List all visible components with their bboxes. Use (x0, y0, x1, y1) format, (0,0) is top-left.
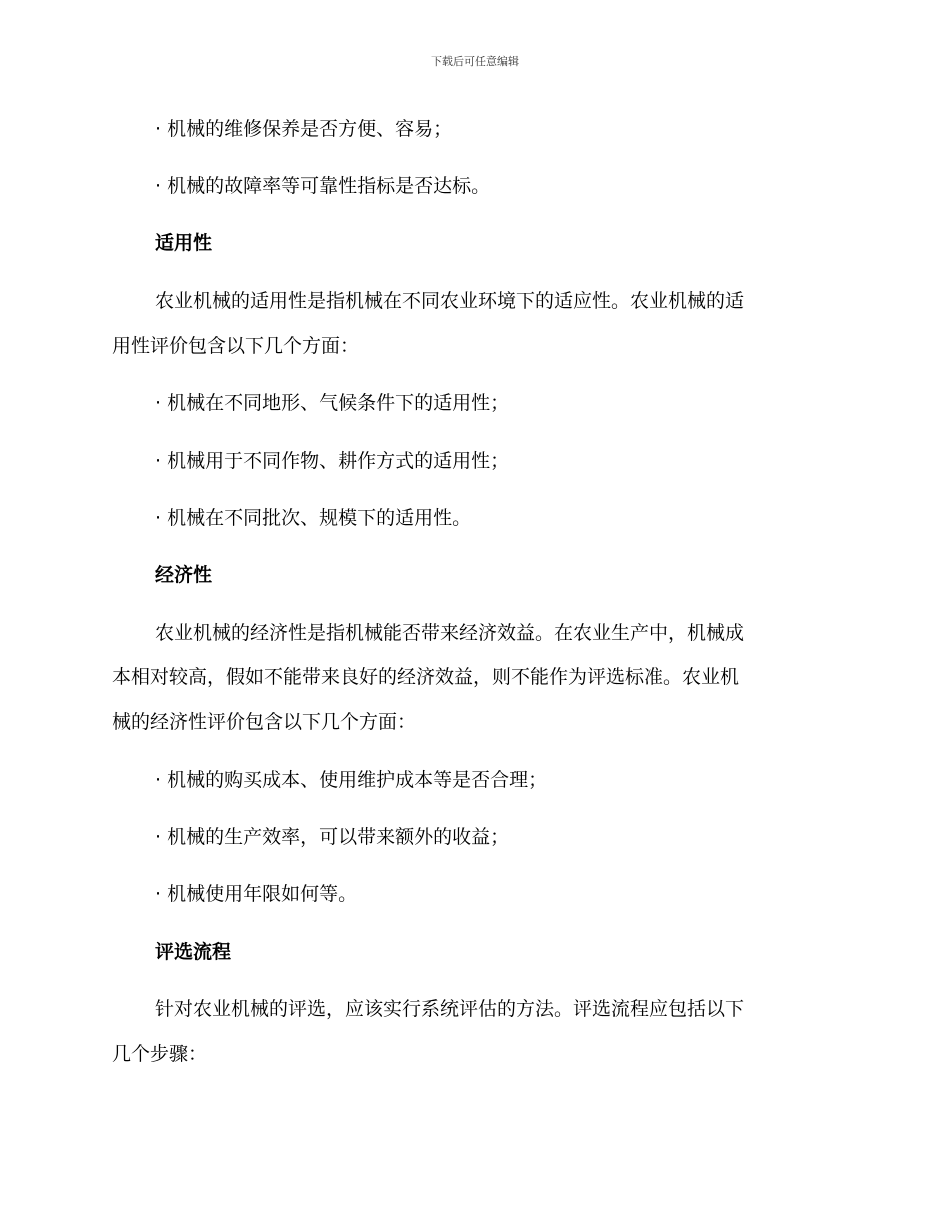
page-header: 下载后可任意编辑 (431, 55, 519, 68)
paragraph-line: 几个步骤： (112, 1043, 208, 1065)
section-heading: 经济性 (155, 564, 213, 586)
paragraph-line: 农业机械的适用性是指机械在不同农业环境下的适应性。农业机械的适 (155, 290, 745, 312)
bullet-item: · 机械用于不同作物、耕作方式的适用性； (155, 450, 510, 472)
paragraph-line: 本相对较高，假如不能带来良好的经济效益，则不能作为评选标准。农业机 (112, 666, 740, 688)
paragraph-line: 械的经济性评价包含以下几个方面： (112, 711, 417, 733)
bullet-item: · 机械的购买成本、使用维护成本等是否合理； (155, 769, 548, 791)
bullet-item: · 机械使用年限如何等。 (155, 883, 358, 905)
paragraph-line: 针对农业机械的评选，应该实行系统评估的方法。评选流程应包括以下 (155, 998, 745, 1020)
bullet-item: · 机械在不同地形、气候条件下的适用性； (155, 392, 510, 414)
section-heading: 适用性 (155, 232, 213, 254)
section-heading: 评选流程 (155, 941, 232, 963)
bullet-item: · 机械的生产效率，可以带来额外的收益； (155, 826, 510, 848)
paragraph-line: 用性评价包含以下几个方面： (112, 335, 360, 357)
bullet-item: · 机械的故障率等可靠性指标是否达标。 (155, 175, 491, 197)
bullet-item: · 机械在不同批次、规模下的适用性。 (155, 507, 472, 529)
bullet-item: · 机械的维修保养是否方便、容易； (155, 118, 453, 140)
paragraph-line: 农业机械的经济性是指机械能否带来经济效益。在农业生产中，机械成 (155, 622, 745, 644)
